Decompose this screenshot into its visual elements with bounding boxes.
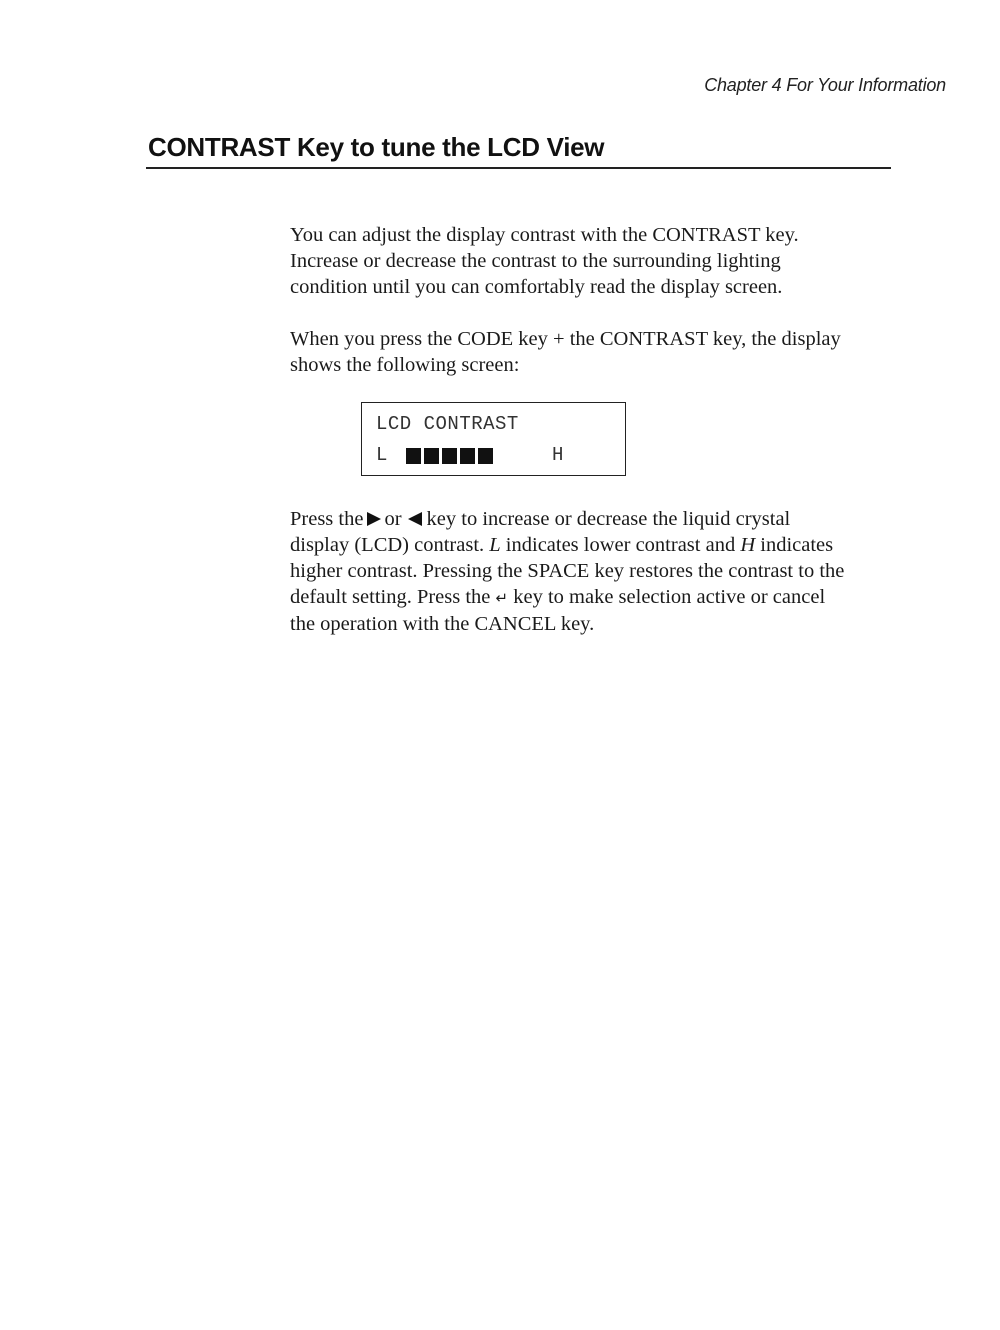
- usage-text-indicates: indicates: [760, 534, 834, 556]
- lcd-contrast-bar: [406, 448, 493, 464]
- usage-line-4: [290, 584, 900, 611]
- lcd-contrast-row: [376, 444, 616, 468]
- lcd-level-block: [442, 448, 457, 464]
- lcd-title-text: LCD CONTRAST: [376, 413, 519, 435]
- usage-text-selection: key to make selection active or cancel: [513, 586, 826, 608]
- usage-line-1: [290, 506, 900, 532]
- usage-line-3: higher contrast. Pressing the SPACE key restores the contrast to the: [290, 560, 845, 582]
- lcd-level-block: [460, 448, 475, 464]
- code-key-line-1: When you press the CODE key + the CONTRAST key, the display: [290, 328, 841, 350]
- usage-text-display-lcd: display (LCD) contrast.: [290, 534, 485, 556]
- code-key-paragraph: [290, 326, 900, 378]
- title-underline: [146, 167, 891, 169]
- enter-key-icon: ↵: [495, 589, 509, 607]
- usage-line-5: the operation with the CANCEL key.: [290, 613, 595, 635]
- usage-text-default: default setting. Press the: [290, 586, 491, 608]
- usage-line-2: [290, 532, 900, 558]
- running-header: Chapter 4 For Your Information: [704, 75, 946, 95]
- usage-text-press: Press the: [290, 508, 364, 530]
- usage-text-key-increase: key to increase or decrease the liquid crystal: [426, 508, 791, 530]
- usage-text-or: or: [384, 508, 402, 530]
- lcd-level-block: [424, 448, 439, 464]
- lcd-high-label: H: [552, 444, 564, 466]
- left-triangle-icon: [408, 512, 422, 526]
- intro-line-1: You can adjust the display contrast with the CONTRAST key.: [290, 224, 799, 246]
- section-title: CONTRAST Key to tune the LCD View: [148, 132, 605, 162]
- lcd-low-label: L: [376, 444, 388, 466]
- code-key-line-2: shows the following screen:: [290, 354, 520, 376]
- usage-paragraph: [290, 506, 900, 637]
- usage-text-h-italic: H: [740, 534, 756, 556]
- intro-line-3: condition until you can comfortably read the display screen.: [290, 276, 783, 298]
- usage-text-l-italic: L: [489, 534, 501, 556]
- lcd-level-block: [406, 448, 421, 464]
- usage-text-indicates-lower: indicates lower contrast and: [505, 534, 736, 556]
- lcd-screen-illustration: [361, 402, 626, 476]
- right-triangle-icon: [367, 512, 381, 526]
- intro-line-2: Increase or decrease the contrast to the surrounding lighting: [290, 250, 781, 272]
- intro-paragraph: [290, 222, 900, 300]
- lcd-level-block: [478, 448, 493, 464]
